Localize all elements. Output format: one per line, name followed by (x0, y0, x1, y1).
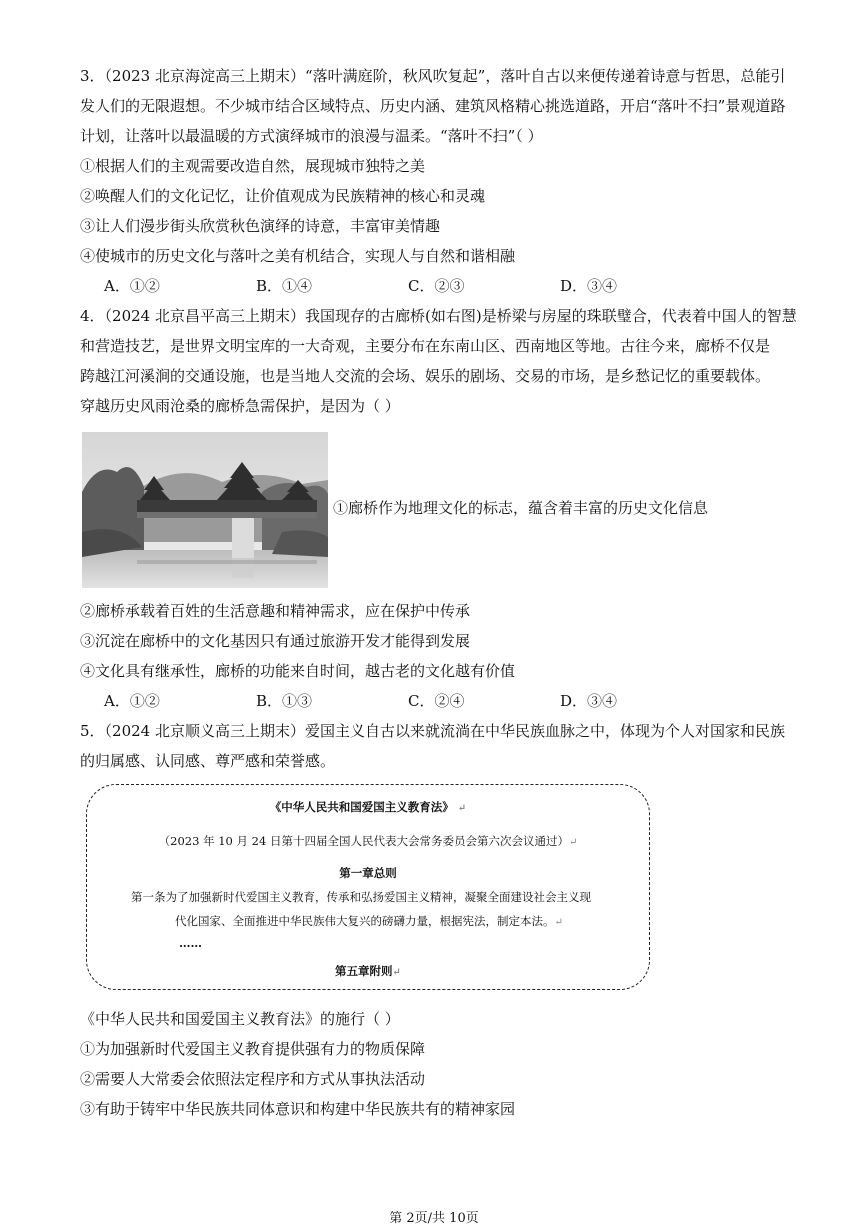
q4-statement-2: ②廊桥承载着百姓的生活意趣和精神需求，应在保护中传承 (80, 602, 471, 620)
article-1-line-1: 第一条为了加强新时代爱国主义教育，传承和弘扬爱国主义精神，凝聚全面建设社会主义现 (131, 890, 591, 904)
q3-statement-2: ②唤醒人们的文化记忆，让价值观成为民族精神的核心和灵魂 (80, 187, 486, 205)
q3-statement-3: ③让人们漫步街头欣赏秋色演绎的诗意，丰富审美情趣 (80, 217, 441, 235)
page-number: 第 2页/共 10页 (389, 1211, 479, 1226)
q5-statement-3: ③有助于铸牢中华民族共同体意识和构建中华民族共有的精神家园 (80, 1100, 516, 1118)
q4-statement-3: ③沉淀在廊桥中的文化基因只有通过旅游开发才能得到发展 (80, 632, 471, 650)
q4-stem-line-2: 和营造技艺，是世界文明宝库的一大奇观，主要分布在东南山区、西南地区等地。古往今来，廊桥不仅是 (80, 337, 771, 355)
q4-option-c[interactable]: C．②④ (408, 692, 465, 710)
law-ellipsis: …… (179, 936, 202, 950)
q3-options (104, 275, 617, 297)
q5-question-line: 《中华人民共和国爱国主义教育法》的施行（ ） (80, 1010, 400, 1028)
q3-option-a[interactable]: A．①② (104, 277, 160, 295)
q3-statement-1: ①根据人们的主观需要改造自然，展现城市独特之美 (80, 157, 426, 175)
q3-stem-line-1: 3．（2023 北京海淀高三上期末）“落叶满庭阶，秋风吹复起”，落叶自古以来便传递着诗意与哲思，总能引 (80, 67, 786, 85)
covered-bridge-photo (82, 432, 328, 588)
q5-statement-1: ①为加强新时代爱国主义教育提供强有力的物质保障 (80, 1040, 426, 1058)
q4-option-b[interactable]: B．①③ (256, 692, 313, 710)
q3-statement-4: ④使城市的历史文化与落叶之美有机结合，实现人与自然和谐相融 (80, 247, 516, 265)
chapter-1-heading: 第一章总则 (339, 866, 397, 880)
law-subtitle: （2023 年 10 月 24 日第十四届全国人民代表大会常务委员会第六次会议通过）↵ (158, 834, 578, 848)
q4-option-d[interactable]: D．③④ (560, 692, 618, 710)
law-title: 《中华人民共和国爱国主义教育法》 ↵ (269, 800, 467, 814)
law-excerpt-box (86, 784, 650, 990)
q4-statement-1: ①廊桥作为地理文化的标志，蕴含着丰富的历史文化信息 (333, 499, 709, 517)
article-1-line-2: 代化国家、全面推进中华民族伟大复兴的磅礴力量，根据宪法，制定本法。↵ (175, 914, 563, 928)
q4-statement-4: ④文化具有继承性，廊桥的功能来自时间，越古老的文化越有价值 (80, 662, 516, 680)
q4-option-a[interactable]: A．①② (104, 692, 160, 710)
q3-stem-line-3: 计划，让落叶以最温暖的方式演绎城市的浪漫与温柔。“落叶不扫”（ ） (80, 127, 543, 145)
q3-option-c[interactable]: C．②③ (408, 277, 465, 295)
q5-stem-line-1: 5．（2024 北京顺义高三上期末）爱国主义自古以来就流淌在中华民族血脉之中，体现为个人对国家和民族 (80, 722, 785, 740)
q3-option-d[interactable]: D．③④ (560, 277, 618, 295)
q4-options (104, 690, 617, 712)
q4-stem-line-3: 跨越江河溪涧的交通设施，也是当地人交流的会场、娱乐的剧场、交易的市场，是乡愁记忆的重要载体。 (80, 367, 771, 385)
q4-stem-line-1: 4．（2024 北京昌平高三上期末）我国现存的古廊桥(如右图)是桥梁与房屋的珠联璧合，代表着中国人的智慧 (80, 307, 797, 325)
q5-statement-2: ②需要人大常委会依照法定程序和方式从事执法活动 (80, 1070, 426, 1088)
q3-stem-line-2: 发人们的无限遐想。不少城市结合区域特点、历史内涵、建筑风格精心挑选道路，开启“落叶不扫”景观道路 (80, 97, 786, 115)
q5-stem-line-2: 的归属感、认同感、尊严感和荣誉感。 (80, 752, 336, 770)
q4-stem-line-4: 穿越历史风雨沧桑的廊桥急需保护，是因为（ ） (80, 397, 400, 415)
chapter-5-heading: 第五章附则↵ (335, 964, 401, 978)
q3-option-b[interactable]: B．①④ (256, 277, 313, 295)
